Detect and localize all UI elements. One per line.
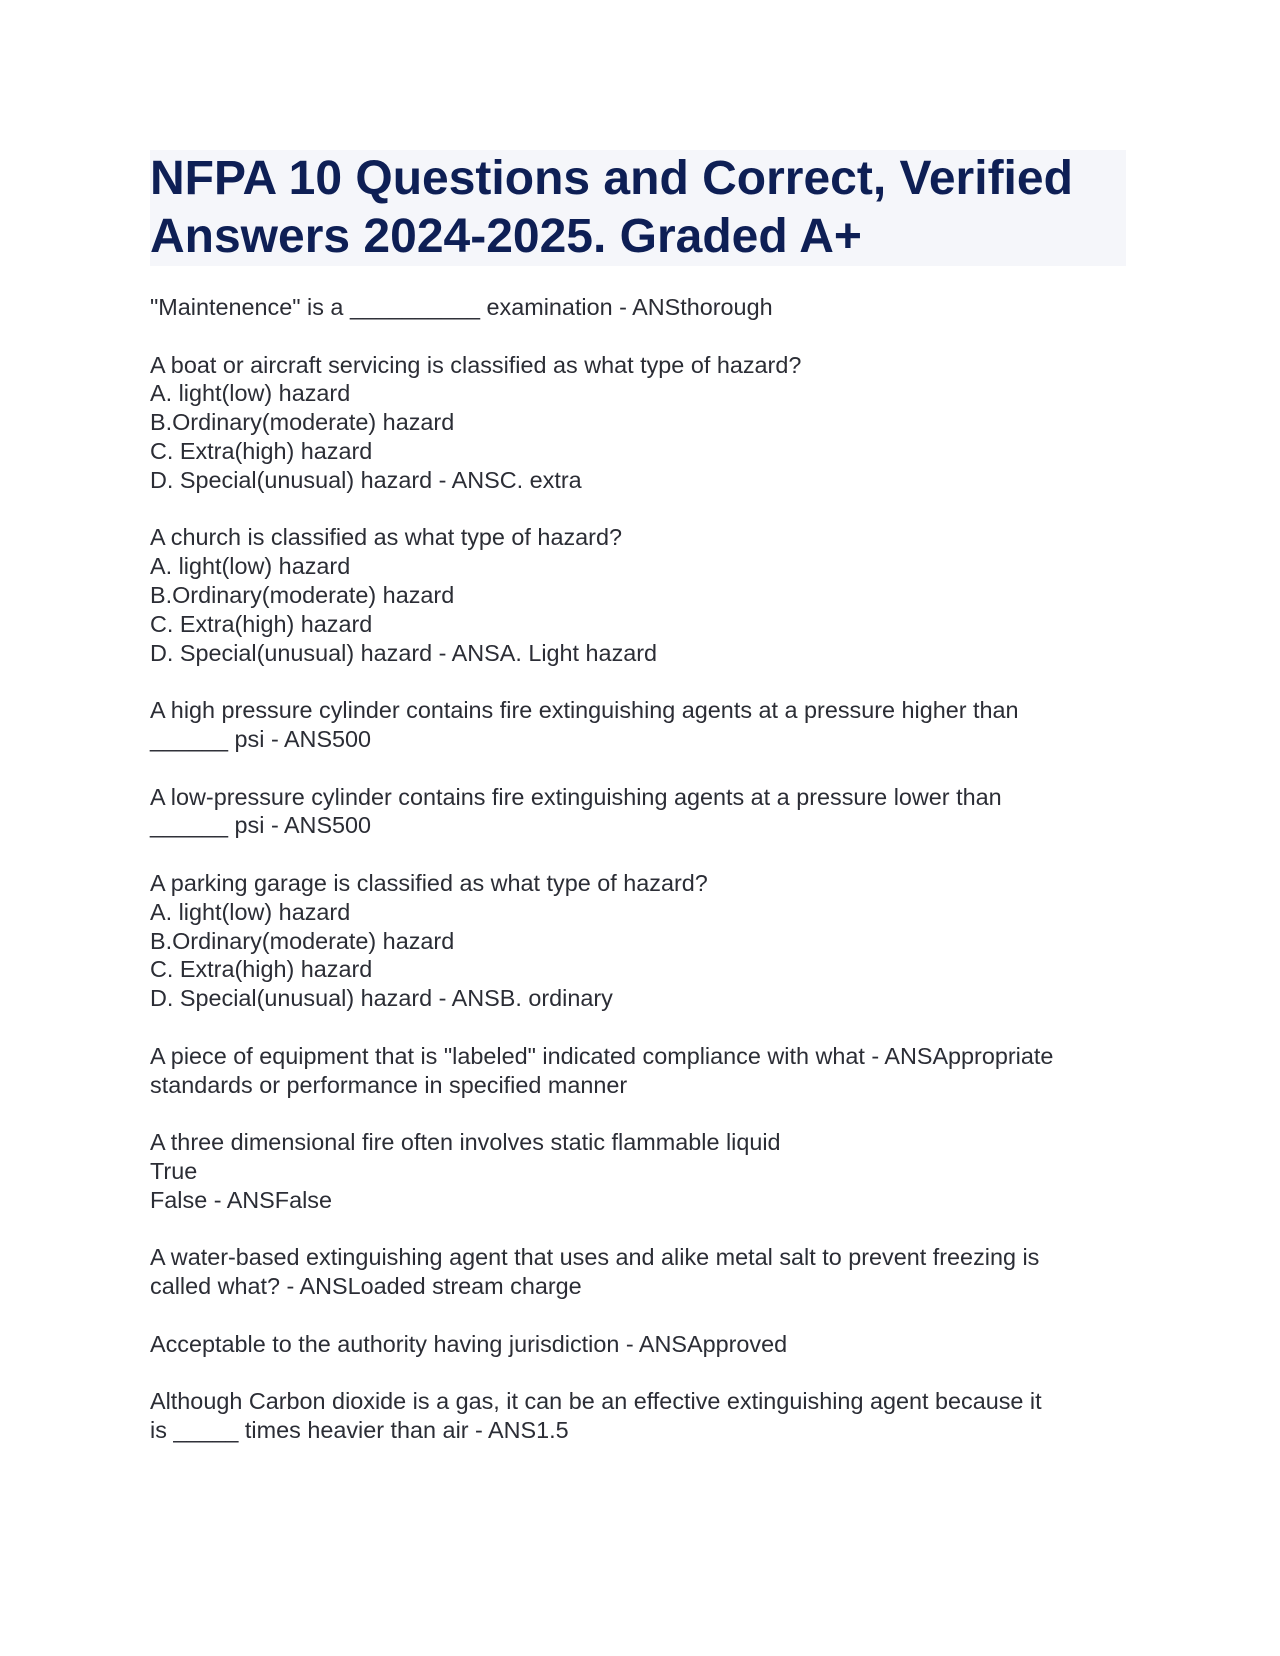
question-line: D. Special(unusual) hazard - ANSA. Light hazard	[150, 639, 658, 666]
question-item	[150, 1387, 1140, 1445]
question-line: called what? - ANSLoaded stream charge	[150, 1273, 582, 1300]
question-item	[150, 523, 1140, 667]
question-line: A boat or aircraft servicing is classified as what type of hazard?	[150, 351, 802, 378]
question-item	[150, 1042, 1140, 1100]
question-item	[150, 696, 1140, 754]
question-line: True	[150, 1157, 198, 1184]
question-line: D. Special(unusual) hazard - ANSC. extra	[150, 466, 582, 493]
title-line-2: Answers 2024-2025. Graded A+	[150, 210, 862, 263]
question-line: A church is classified as what type of hazard?	[150, 524, 622, 551]
question-line: B.Ordinary(moderate) hazard	[150, 927, 455, 954]
question-line: B.Ordinary(moderate) hazard	[150, 409, 455, 436]
question-item	[150, 783, 1140, 841]
question-line: Acceptable to the authority having jurisdiction - ANSApproved	[150, 1330, 788, 1357]
question-item	[150, 1128, 1140, 1214]
question-line: A. light(low) hazard	[150, 898, 351, 925]
question-item	[150, 351, 1140, 495]
question-line: is _____ times heavier than air - ANS1.5	[150, 1417, 569, 1444]
question-line: A low-pressure cylinder contains fire extinguishing agents at a pressure lower than	[150, 783, 1002, 810]
question-line: A high pressure cylinder contains fire extinguishing agents at a pressure higher than	[150, 697, 1019, 724]
question-line: A three dimensional fire often involves static flammable liquid	[150, 1129, 781, 1156]
question-line: ______ psi - ANS500	[150, 812, 372, 839]
question-item	[150, 1243, 1140, 1301]
question-item	[150, 869, 1140, 1013]
question-line: A piece of equipment that is "labeled" indicated compliance with what - ANSAppropriate	[150, 1042, 1054, 1069]
question-line: B.Ordinary(moderate) hazard	[150, 581, 455, 608]
question-line: A water-based extinguishing agent that uses and alike metal salt to prevent freezing is	[150, 1244, 1040, 1271]
question-line: C. Extra(high) hazard	[150, 610, 373, 637]
question-line: "Maintenence" is a __________ examination - ANSthorough	[150, 294, 773, 320]
question-line: A. light(low) hazard	[150, 380, 351, 407]
question-line: False - ANSFalse	[150, 1186, 332, 1213]
question-line: A parking garage is classified as what type of hazard?	[150, 869, 708, 896]
question-list	[150, 293, 1140, 1474]
document-title	[150, 150, 1126, 266]
question-line: C. Extra(high) hazard	[150, 437, 373, 464]
question-item	[150, 293, 1140, 322]
question-line: A. light(low) hazard	[150, 553, 351, 580]
question-line: Although Carbon dioxide is a gas, it can be an effective extinguishing agent because it	[150, 1388, 1042, 1415]
question-line: D. Special(unusual) hazard - ANSB. ordinary	[150, 985, 613, 1012]
question-line: ______ psi - ANS500	[150, 725, 372, 752]
question-item	[150, 1330, 1140, 1359]
title-line-1: NFPA 10 Questions and Correct, Verified	[150, 152, 1073, 205]
question-line: standards or performance in specified manner	[150, 1071, 628, 1098]
question-line: C. Extra(high) hazard	[150, 956, 373, 983]
